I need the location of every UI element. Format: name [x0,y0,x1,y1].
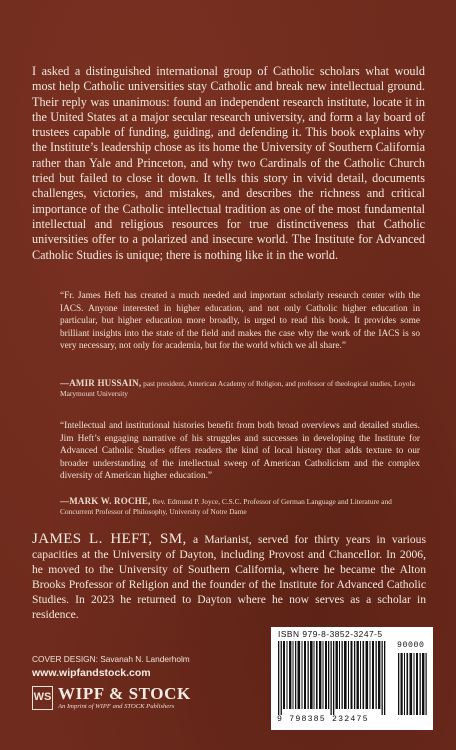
publisher-mark-icon: WS [32,686,53,710]
publisher-name: WIPF & STOCK [58,684,191,703]
publisher-url[interactable]: www.wipfandstock.com [32,667,151,679]
author-name: JAMES L. HEFT, SM, [32,531,187,547]
endorsement-attribution [60,496,422,518]
barcode-bars-icon [278,641,428,715]
endorsement-quote: “Intellectual and institutional histories benefit from both broad overviews and detailed studies. Jim Heft’s engaging narrative of his struggles and successes in developing the Institute for Advanced Catholic Studies offers readers the kind of local history that adds texture to our broader understanding of the intellectual sweep of American Catholicism and the complex diversity of American higher education.” [60,421,420,482]
endorser-name: —AMIR HUSSAIN, [60,378,142,388]
barcode [271,627,433,730]
barcode-addon-digits: 90000 [397,641,425,650]
endorsement-quote: “Fr. James Heft has created a much needed and important scholarly research center with the IACS. Anyone interested in higher education, and not only Catholic higher education in particular, but higher education more broadly, is urged to read this book. It provides some brilliant insights into the state of the field and makes the case why the work of the IACS is so very necessary, not only for academia, but for the world which we all share.” [60,291,420,352]
endorsement-attribution [60,378,422,400]
barcode-digits: 9 798385 232475 [277,715,369,724]
endorser-title: past president, American Academy of Religion, and professor of theological studies, Loyola Marymount University [60,379,415,399]
publisher-imprint: An Imprint of WIPF and STOCK Publishers [58,703,175,710]
cover-design-credit: COVER DESIGN: Savanah N. Landerholm [32,654,190,664]
endorser-title: Rev. Edmund P. Joyce, C.S.C. Professor of German Language and Literature and Concurrent Professor of Philosophy, University of Notre Dame [60,497,392,517]
blurb-text: I asked a distinguished international group of Catholic scholars what would most help Catholic universities stay Catholic and break new intellectual ground. Their reply was unanimous: found an independent research institute, locate it in the United States at a major secular research university, and form a lay board of trustees capable of funding, guiding, and defending it. This book explains why the Institute’s leadership chose as its home the University of Southern California rather than Yale and Princeton, and why two Cardinals of the Catholic Church tried but failed to close it down. It tells this story in vivid detail, documents challenges, victories, and mistakes, and describes the richness and critical importance of the Catholic intellectual tradition as one of the most fundamental intellectual and religious resources for true distinctiveness that Catholic universities offer to a polarized and insecure world. The Institute for Advanced Catholic Studies is unique; there is nothing like it in the world. [32,64,425,262]
author-bio [32,532,426,622]
endorser-name: —MARK W. ROCHE, [60,496,151,506]
isbn-text: ISBN 979-8-3852-3247-5 [278,629,383,639]
author-bio-text: a Marianist, served for thirty years in various capacities at the University of Dayton, including Provost and Chancellor. In 2006, he moved to the University of Southern California, where he became the Alton Brooks Professor of Religion and the founder of the Institute for Advanced Catholic Studies. In 2023 he returned to Dayton where he now serves as a scholar in residence. [32,533,426,621]
publisher-logo [32,686,250,714]
